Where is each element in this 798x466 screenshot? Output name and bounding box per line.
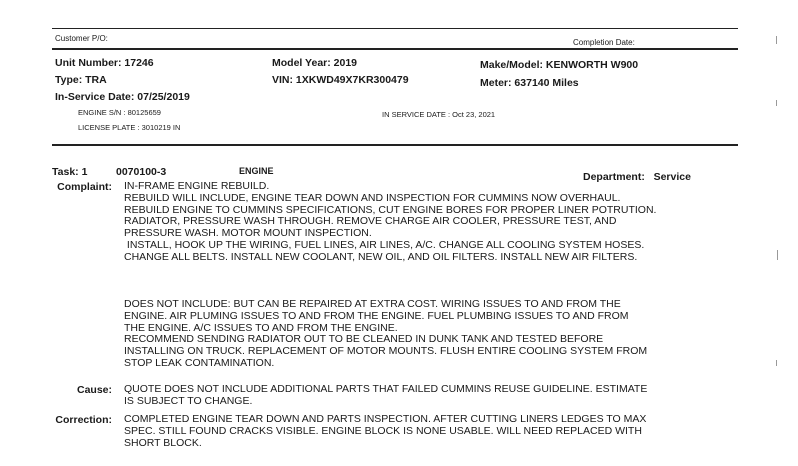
complaint-text <box>124 181 684 264</box>
complaint-line: THE ENGINE. A/C ISSUES TO AND FROM THE ENGINE. <box>124 321 398 334</box>
unit-bottom-rule <box>52 144 738 146</box>
complaint-text-2 <box>124 299 684 370</box>
cause-line: QUOTE DOES NOT INCLUDE ADDITIONAL PARTS THAT FAILED CUMMINS REUSE GUIDELINE. ESTIMATE <box>124 383 648 395</box>
complaint-label: Complaint: <box>57 181 112 193</box>
complaint-line: STOP LEAK CONTAMINATION. <box>124 356 275 369</box>
customer-po-label: Customer P/O: <box>55 34 108 43</box>
correction-line: SPEC. STILL FOUND CRACKS VISIBLE. ENGINE BLOCK IS NONE USABLE. WILL NEED REPLACED WITH <box>124 424 642 437</box>
unit-type: Type: TRA <box>55 74 107 86</box>
complaint-line: INSTALL, HOOK UP THE WIRING, FUEL LINES, AIR LINES, A/C. CHANGE ALL COOLING SYSTEM HOSES. <box>124 238 645 251</box>
complaint-line: REBUILD ENGINE TO CUMMINS SPECIFICATIONS, CUT ENGINE BORES FOR PROPER LINER POTRUTION. <box>124 203 657 216</box>
scan-mark <box>776 360 777 366</box>
task-label: Task: 1 <box>52 166 88 178</box>
complaint-line: REBUILD WILL INCLUDE, ENGINE TEAR DOWN AND INSPECTION FOR CUMMINS NOW OVERHAUL. <box>124 191 621 204</box>
correction-line: SHORT BLOCK. <box>124 436 202 449</box>
correction-label: Correction: <box>55 414 112 426</box>
vin: VIN: 1XKWD49X7KR300479 <box>272 74 409 86</box>
complaint-line: RADIATOR, PRESSURE WASH THROUGH. REMOVE CHARGE AIR COOLER, PRESSURE TEST, AND <box>124 215 617 228</box>
task-code: 0070100-3 <box>116 166 167 178</box>
model-year: Model Year: 2019 <box>272 57 358 69</box>
scan-mark <box>776 36 777 44</box>
task-category: ENGINE <box>239 166 274 176</box>
make-model: Make/Model: KENWORTH W900 <box>480 59 639 71</box>
complaint-line: CHANGE ALL BELTS. INSTALL NEW COOLANT, NEW OIL, AND OIL FILTERS. INSTALL NEW AIR FILTERS. <box>124 250 638 263</box>
in-service-date: In-Service Date: 07/25/2019 <box>55 91 190 103</box>
scan-mark <box>777 250 778 260</box>
complaint-line: ENGINE. AIR PLUMING ISSUES TO AND FROM THE ENGINE. FUEL PLUMBING ISSUES TO AND FROM <box>124 309 629 322</box>
unit-number: Unit Number: 17246 <box>55 57 154 69</box>
meter: Meter: 637140 Miles <box>480 77 579 89</box>
cause-label: Cause: <box>76 384 112 396</box>
cause-line: IS SUBJECT TO CHANGE. <box>124 394 253 407</box>
header-bottom-rule <box>52 48 738 50</box>
correction-text <box>124 414 684 449</box>
complaint-line: IN-FRAME ENGINE REBUILD. <box>124 180 270 192</box>
complaint-line: DOES NOT INCLUDE: BUT CAN BE REPAIRED AT EXTRA COST. WIRING ISSUES TO AND FROM THE <box>124 298 621 310</box>
engine-serial: ENGINE S/N : 80125659 <box>78 108 161 117</box>
completion-date-label: Completion Date: <box>573 38 635 47</box>
top-rule <box>52 28 738 29</box>
complaint-line: PRESSURE WASH. MOTOR MOUNT INSPECTION. <box>124 227 372 240</box>
license-plate: LICENSE PLATE : 3010219 IN <box>78 123 181 132</box>
in-service-date-2: IN SERVICE DATE : Oct 23, 2021 <box>382 110 496 119</box>
complaint-line: RECOMMEND SENDING RADIATOR OUT TO BE CLEANED IN DUNK TANK AND TESTED BEFORE <box>124 333 604 346</box>
correction-line: COMPLETED ENGINE TEAR DOWN AND PARTS INSPECTION. AFTER CUTTING LINERS LEDGES TO MAX <box>124 413 647 425</box>
scan-mark <box>776 100 777 106</box>
cause-text <box>124 384 684 408</box>
department: Department: Service <box>583 171 691 183</box>
complaint-line: INSTALLING ON TRUCK. REPLACEMENT OF MOTOR MOUNTS. FLUSH ENTIRE COOLING SYSTEM FROM <box>124 345 648 358</box>
